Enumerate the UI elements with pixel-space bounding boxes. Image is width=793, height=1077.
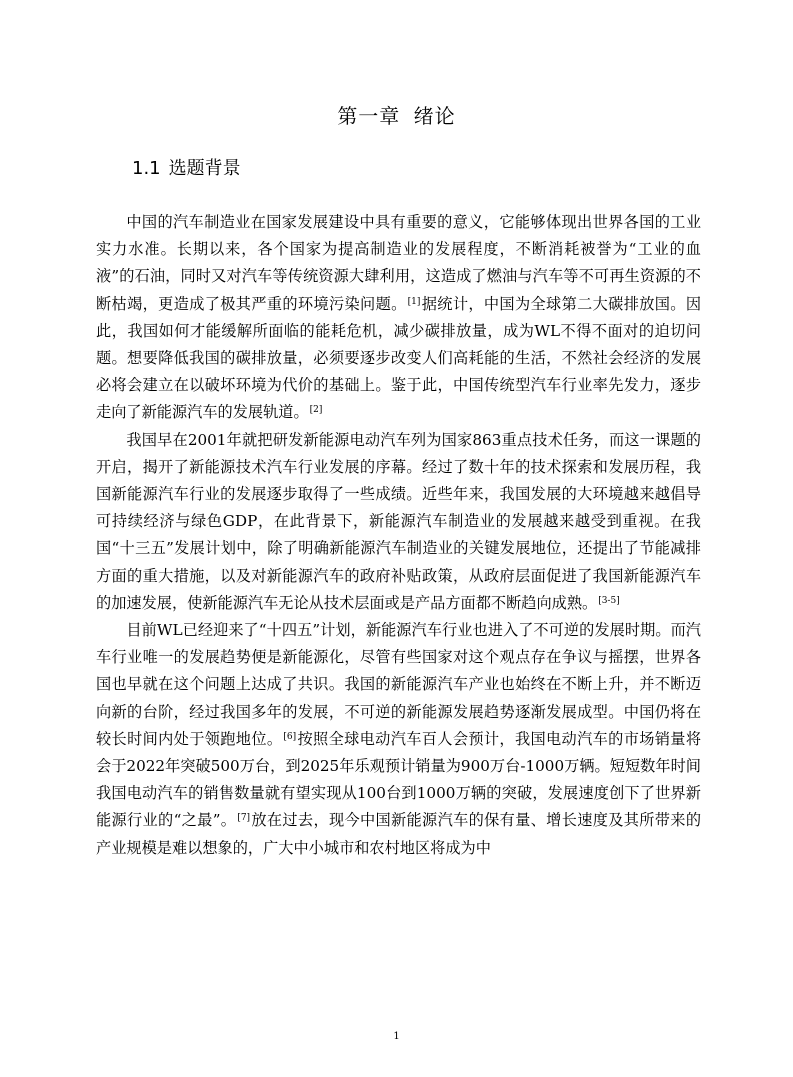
body-paragraph — [96, 617, 701, 862]
body-text — [96, 209, 701, 862]
paragraph-text: 放在过去，现今中国新能源汽车的保有量、增长速度及其所带来的产业规模是难以想象的，广大中小城市和农村地区将成为中 — [96, 811, 702, 857]
citation-marker: [2] — [309, 405, 323, 416]
section-title: 选题背景 — [168, 158, 241, 179]
paragraph-text: 按照全球电动汽车百人会预计，我国电动汽车的市场销量将会于2022年突破500万台，到2025年乐观预计销量为900万台-1000万辆。短短数年时间我国电动汽车的销售数量就有望实现从100台到1000万辆的突破，发展速度创下了世界新能源行业的“之最”。 — [96, 729, 702, 830]
paragraph-text: 我国早在2001年就把研发新能源电动汽车列为国家863重点技术任务，而这一课题的开启，揭开了新能源技术汽车行业发展的序幕。经过了数十年的技术探索和发展历程，我国新能源汽车行业的发展逐步取得了一些成绩。近些年来，我国发展的大环境越来越倡导可持续经济与绿色GDP，在此背景下，新能源汽车制造业的发展越来越受到重视。在我国“十三五”发展计划中，除了明确新能源汽车制造业的关键发展地位，还提出了节能减排方面的重大措施，以及对新能源汽车的政府补贴政策，从政府层面促进了我国新能源汽车的加速发展，使新能源汽车无论从技术层面或是产品方面都不断趋向成熟。 — [96, 430, 701, 612]
citation-marker: [1] — [407, 296, 421, 307]
citation-marker: [6] — [283, 731, 297, 742]
paragraph-text: 据统计，中国为全球第二大碳排放国。因此，我国如何才能缓解所面临的能耗危机，减少碳排放量，成为WL不得不面对的迫切问题。想要降低我国的碳排放量，必须要逐步改变人们高耗能的生活，不然社会经济的发展必将会建立在以破坏环境为代价的基础上。鉴于此，中国传统型汽车行业率先发力，逐步走向了新能源汽车的发展轨道。 — [96, 294, 702, 422]
citation-marker: [7] — [237, 813, 251, 824]
body-paragraph — [96, 427, 701, 617]
section-number: 1.1 — [132, 158, 161, 179]
chapter-title: 第一章 绪论 — [337, 104, 456, 128]
page-number: 1 — [393, 1031, 400, 1042]
paragraph-text: 目前WL已经迎来了“十四五”计划，新能源汽车行业也进入了不可逆的发展时期。而汽车行业唯一的发展趋势便是新能源化，尽管有些国家对这个观点存在争议与摇摆，世界各国也早就在这个问题上达成了共识。我国的新能源汽车产业也始终在不断上升，并不断迈向新的台阶，经过我国多年的发展，不可逆的新能源发展趋势逐渐发展成型。中国仍将在较长时间内处于领跑地位。 — [96, 621, 701, 748]
section-heading — [132, 155, 241, 183]
paragraph-text: 中国的汽车制造业在国家发展建设中具有重要的意义，它能够体现出世界各国的工业实力水准。长期以来，各个国家为提高制造业的发展程度，不断消耗被誉为“工业的血液”的石油，同时又对汽车等传统资源大肆利用，这造成了燃油与汽车等不可再生资源的不断枯竭，更造成了极其严重的环境污染问题。 — [96, 213, 701, 313]
citation-marker: [3-5] — [598, 595, 620, 606]
body-paragraph — [96, 209, 701, 427]
